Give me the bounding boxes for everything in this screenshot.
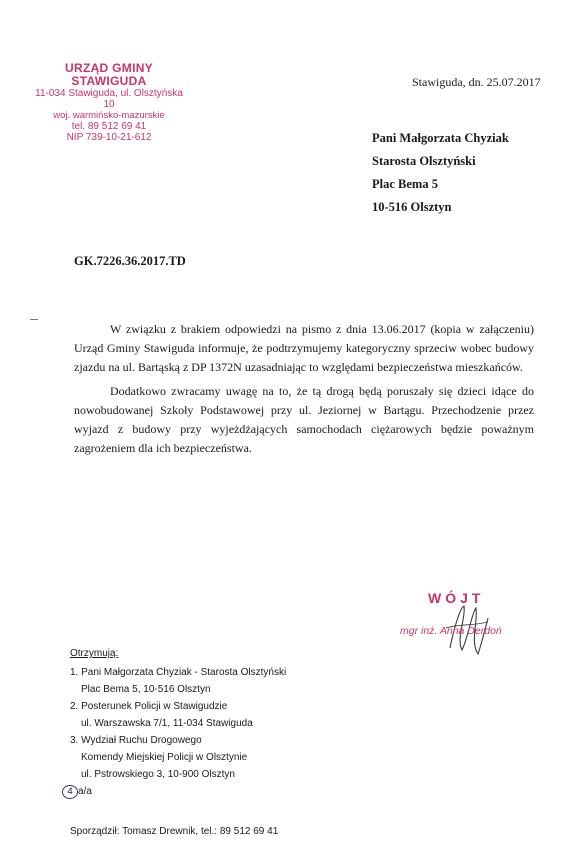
office-region: woj. warmińsko-mazurskie — [53, 110, 165, 121]
recipient-name: Pani Małgorzata Chyziak — [372, 131, 509, 145]
body-paragraph-2: Dodatkowo zwracamy uwagę na to, że tą drogą będą poruszały się dzieci idące do nowobudowanej Szkoły Podstawowej przy ul. Jeziornej w Bartągu. Przechodzenie przez wyjazd z budowy przy wyjeżdżających samochodach ciężarowych będzie poważnym zagrożeniem dla ich bezpieczeństwa. — [74, 384, 534, 455]
recipients-heading: Otrzymują: — [70, 648, 119, 659]
recipient-street: Plac Bema 5 — [372, 177, 438, 191]
office-nip: NIP 739-10-21-612 — [66, 132, 152, 143]
prepared-by: Sporządził: Tomasz Drewnik, tel.: 89 512 69 41 — [70, 826, 279, 837]
letter-date: Stawiguda, dn. 25.07.2017 — [412, 75, 541, 89]
signature-title: WÓJT — [428, 590, 485, 606]
reference-number: GK.7226.36.2017.TD — [74, 254, 186, 268]
recipients-list — [67, 645, 287, 800]
recipient-item-2: 2. Posterunek Policji w Stawigudzie — [70, 701, 228, 712]
signature-name: mgr inż. Anna Derdoń — [400, 625, 502, 637]
recipient-block — [372, 127, 509, 219]
recipient-item-1-address: Plac Bema 5, 10-516 Olsztyn — [81, 684, 211, 695]
office-phone: tel. 89 512 69 41 — [71, 121, 147, 132]
item-4-label: a/a — [78, 786, 92, 797]
recipient-item-2-address: ul. Warszawska 7/1, 11-034 Stawiguda — [81, 718, 253, 729]
office-name: URZĄD GMINY STAWIGUDA — [65, 61, 153, 88]
recipient-city: 10-516 Olsztyn — [372, 200, 452, 214]
recipient-item-3: 3. Wydział Ruchu Drogowego — [70, 735, 202, 746]
item-4-number: 4 — [62, 785, 78, 799]
recipient-item-1: 1. Pani Małgorzata Chyziak - Starosta Olsztyński — [70, 667, 287, 678]
letterhead-stamp — [34, 62, 184, 143]
letter-body — [74, 320, 534, 463]
recipient-item-3-address: ul. Pstrowskiego 3, 10-900 Olsztyn — [81, 769, 235, 780]
recipient-title: Starosta Olsztyński — [372, 154, 476, 168]
recipient-item-4 — [67, 783, 286, 800]
recipient-item-3-sub: Komendy Miejskiej Policji w Olsztynie — [81, 752, 248, 763]
fold-mark — [30, 319, 38, 320]
body-paragraph-1: W związku z brakiem odpowiedzi na pismo z dnia 13.06.2017 (kopia w załączeniu) Urząd Gminy Stawiguda informuje, że podtrzymujemy kategoryczny sprzeciw wobec budowy zjazdu na ul. Bartąską z DP 1372N uzasadniając to względami bezpieczeństwa mieszkańców. — [74, 322, 534, 374]
office-address: 11-034 Stawiguda, ul. Olsztyńska 10 — [35, 88, 183, 110]
